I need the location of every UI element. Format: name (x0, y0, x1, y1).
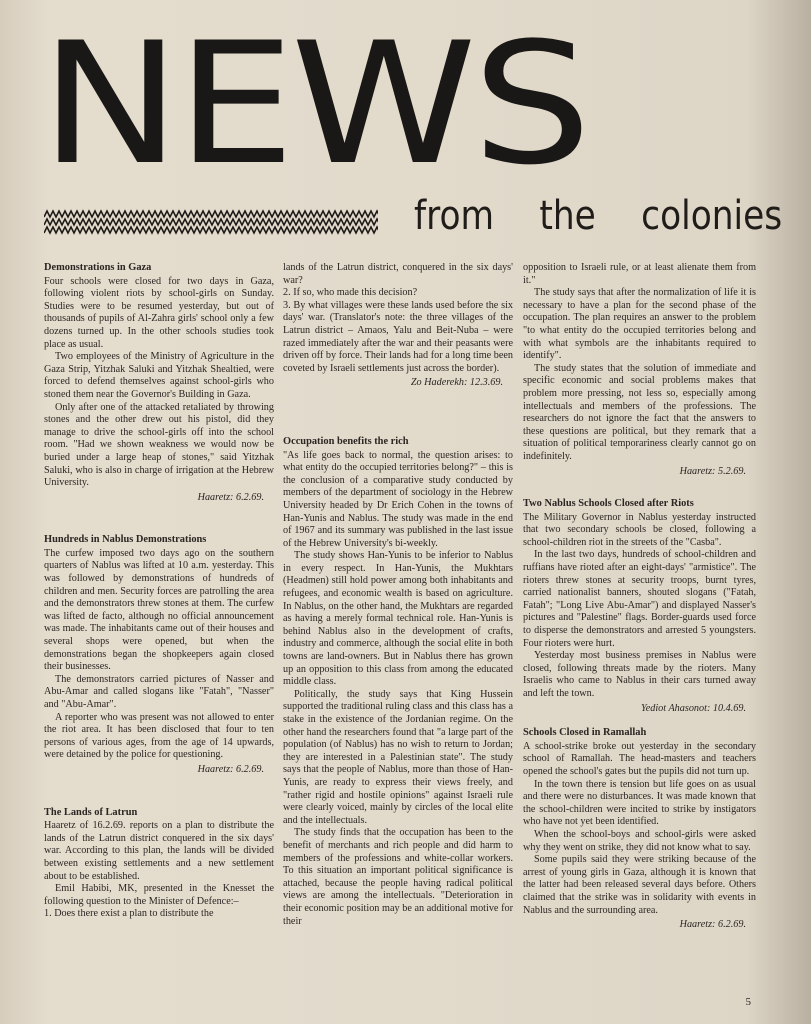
masthead-subtitle: from the colonies (414, 193, 783, 239)
article-paragraph: 1. Does there exist a plan to distribute the (44, 908, 214, 920)
article-paragraph: When the school-boys and school-girls were asked why they went on strike, they did not know what to say. (523, 828, 756, 853)
article-latrun-continued (283, 262, 513, 390)
article-credit: Haaretz: 6.2.69. (197, 491, 264, 503)
masthead-title: NEWS (40, 6, 588, 202)
column-1 (44, 262, 274, 929)
article-paragraph: Yesterday most business premises in Nablus were closed, following threats made by the rioters. Many Israelis who came to Nablus in their cars turned away and left the town. (523, 650, 756, 699)
article-occupation-benefits (283, 436, 513, 928)
page-number: 5 (745, 996, 751, 1008)
article-headline: Hundreds in Nablus Demonstrations (44, 534, 207, 546)
article-headline: Occupation benefits the rich (283, 435, 409, 447)
article-nablus-schools (523, 498, 756, 715)
article-paragraph: The study shows Han-Yunis to be inferior to Nablus in every respect. In Han-Yunis, the Mukhtars (Headmen) still hold power among both inhabitants and refugees, and economic wealth is based on agriculture. In Nablus, on the other hand, the Mukhtars are regarded as having a merely formal technical role. Han-Yunis is behind Nablus also in the development of crafts, industry and commerce, although the social elite in both towns are land-owners. But in Nablus there has grown up an opposition to this class from among the educated middle class. (283, 550, 513, 688)
article-paragraph: opposition to Israeli rule, or at least alienate them from it." (523, 262, 756, 286)
article-paragraph: A school-strike broke out yesterday in the secondary school of Ramallah. The head-masters and teachers opened the school's gates but the pupils did not turn up. (523, 740, 756, 777)
article-paragraph: Emil Habibi, MK, presented in the Knesset the following question to the Minister of Defence:– (44, 883, 274, 907)
article-paragraph: Politically, the study says that King Hussein supported the traditional ruling class and this class has a stake in the existence of the Jordanian regime. On the other hand the researchers found that "a large part of the population (of Nablus) has no wish to return to Jordan; they are interested in a Palestinian state". The study says that the people of Nablus, more than those of Han-Yunis, are ready to express their views freely, and "rather rigid and hostile opinions" against Israeli rule were clearly voiced, mainly by circles of the local elite and the intellectuals. (283, 688, 513, 826)
article-nablus-demonstrations (44, 534, 274, 776)
column-2 (283, 262, 513, 936)
article-paragraph: The demonstrators carried pictures of Nasser and Abu-Amar and called slogans like "Fatah", "Nasser" and "Abu-Amar". (44, 673, 274, 710)
article-credit: Zo Haderekh: 12.3.69. (410, 377, 503, 389)
article-paragraph: lands of the Latrun district, conquered in the six days' war? (283, 262, 513, 286)
article-paragraph: The study states that the solution of immediate and specific economic and social problems makes that problem more pressing, not less so, especially among intellectuals and members of the professions. The researchers do not ignore the fact that the answers to these questions are political, but they remark that a situation of political temporariness clearly cannot go on indefinitely. (523, 362, 756, 462)
article-occupation-continued (523, 262, 756, 478)
article-credit: Haaretz: 6.2.69. (197, 763, 264, 775)
article-ramallah (523, 727, 756, 932)
article-paragraph: The curfew imposed two days ago on the southern quarters of Nablus was lifted at 10 a.m. yesterday. This was followed by demonstrations of hundreds of children and men. Security forces are patrolling the area and the demonstrators threw stones at them. The curfew was lifted de facto, although no official announcement was made. The inhabitants came out of their houses and several shops were opened, but when the demonstrations began the shopkeepers again closed their businesses. (44, 547, 274, 673)
article-paragraph: Four schools were closed for two days in Gaza, following violent riots by school-girls on Sunday. Studies were to be resumed yesterday, but out of thousands of pupils of Al-Zahra girls' school only a few dozens turned up. In the other schools studies took place as usual. (44, 275, 274, 350)
article-paragraph: In the town there is tension but life goes on as usual and there were no disturbances. It was made known that the school-children were incited to strike by instigators who have not yet been identified. (523, 778, 756, 828)
article-paragraph: Some pupils said they were striking because of the arrest of young girls in Gaza, although it is known that the latter had been released several days before. Others claimed that the strike was in solidarity with events in Nablus and the surrounding area. (523, 854, 756, 916)
article-paragraph: The Military Governor in Nablus yesterday instructed that two secondary schools be closed, following a school-children riot in the streets of the "Casba". (523, 511, 756, 548)
article-headline: Schools Closed in Ramallah (523, 727, 647, 739)
zigzag-ornament (44, 208, 378, 236)
article-paragraph: In the last two days, hundreds of school-children and ruffians have rioted after an eight-days' "armistice". The rioters threw stones at security troops, burnt tyres, carried nationalist banners, shouted slogans ("Fatah, Fatah"; "Long Live Abu-Amar") and displayed Nasser's pictures and "Palestine" flags. Border-guards used force to disperse the demonstrators and arrested 5 youngsters. Four rioters were hurt. (523, 549, 756, 649)
article-credit: Haaretz: 5.2.69. (679, 465, 746, 477)
article-paragraph: A reporter who was present was not allowed to enter the riot area. It has been disclosed that four to ten persons of various ages, from the age of 14 upwards, were detained by the police for questioning. (44, 711, 274, 761)
article-headline: Demonstrations in Gaza (44, 262, 152, 273)
article-headline: Two Nablus Schools Closed after Riots (523, 498, 694, 510)
article-paragraph: Haaretz of 16.2.69. reports on a plan to distribute the lands of the Latrun district conquered in the six days' war. According to this plan, the lands will be divided between existing settlements and a new settlement about to be established. (44, 820, 274, 882)
article-paragraph: "As life goes back to normal, the question arises: to what entity do the occupied territories belong?" – this is the conclusion of a comparative study conducted by members of the department of sociology in the Hebrew University headed by Dr Erich Cohen in the towns of Han-Yunis and Nablus. The study was made in the end of 1967 and its summary was published in the last issue of the Hebrew University's bi-weekly. (283, 449, 513, 549)
article-gaza (44, 262, 274, 504)
article-paragraph: Only after one of the attacked retaliated by throwing stones and the other drew out his pistol, did they manage to drive the school-girls off into the school room. "Had we shown weakness we would now be buried under a large heap of stones," said Yitzhak Saluki, who is also in charge of irrigation at the Hebrew University. (44, 401, 274, 489)
article-paragraph: The study finds that the occupation has been to the benefit of merchants and rich people and did harm to members of the professions and white-collar workers. To this situation an important political significance is attached, because the people having radical political views are among the intellectuals. "Deterioration in their economic position may be an additional motive for their (283, 827, 513, 927)
article-credit: Yediot Ahasonot: 10.4.69. (641, 702, 746, 714)
article-headline: The Lands of Latrun (44, 806, 138, 818)
article-paragraph: The study says that after the normalization of life it is necessary to have a plan for the second phase of the occupation. The plan requires an answer to the problem "to what entity do the occupied territories belong and with what symbols are the inhabitants required to identify". (523, 287, 756, 362)
article-paragraph: Two employees of the Ministry of Agriculture in the Gaza Strip, Yitzhak Saluki and Yitzhak Shealtied, were forced to defend themselves against school-girls who stoned them near the Governor's Building in Gaza. (44, 351, 274, 400)
column-3 (523, 262, 756, 940)
article-paragraph: 3. By what villages were these lands used before the six days' war. (Translator's note: the three villages of the Latrun district – Amaos, Yalu and Beit-Nuba – were razed immediately after the war and their peasants were driven off by force. Their lands had for a long time been coveted by Israeli settlements just across the border). (283, 299, 513, 374)
article-paragraph: 2. If so, who made this decision? (283, 287, 418, 299)
article-latrun (44, 807, 274, 921)
article-credit: Haaretz: 6.2.69. (679, 919, 746, 931)
